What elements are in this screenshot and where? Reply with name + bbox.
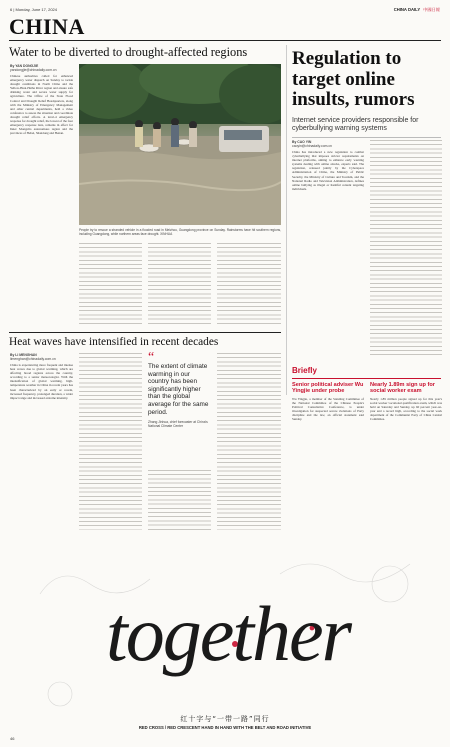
briefly-item-1-title: Senior political adviser Wu Yingjie under probe xyxy=(292,382,364,395)
flood-photo xyxy=(79,64,281,225)
regulation-body-col2 xyxy=(370,140,442,357)
regulation-byline-email: caoyin@chinadaily.com.cn xyxy=(292,144,332,149)
pull-quote-block xyxy=(148,350,211,429)
pull-quote-text: The extent of climate warming in our country has been significantly higher than the global average for the same period. xyxy=(148,363,209,416)
header-rule xyxy=(9,40,441,41)
briefly-rule xyxy=(292,378,441,379)
drought-body-col4 xyxy=(217,243,281,327)
pull-quote-attribution: Zhang Jinhua, chief forecaster at China's National Climate Center xyxy=(148,420,208,429)
heat-byline-name: By LI MENGHAN xyxy=(10,353,37,357)
drought-byline-email: yandongjie@chinadaily.com.cn xyxy=(10,68,57,73)
photo-caption: People try to rescue a stranded vehicle in a flooded road in Meizhou, Guangdong province on Sunday. Rainstorms have hit southern regions, including Guangdong, while northern areas face drought. XINHUA xyxy=(79,228,281,236)
right-column-divider xyxy=(286,45,287,395)
briefly-item-2-body: Nearly 1.89 million people signed up for this year's social worker vocational qualification exam, which was held on Saturday and Sunday, up 60 percent year-on-year and a record high, according to the social work department of the Communist Party of China Central Committee. xyxy=(370,396,442,422)
heat-body-col3 xyxy=(148,470,211,530)
regulation-byline xyxy=(292,140,366,148)
regulation-headline: Regulation to target online insults, rumors xyxy=(292,48,415,110)
quote-mark-icon: “ xyxy=(148,350,155,365)
heat-headline: Heat waves have intensified in recent decades xyxy=(9,336,219,348)
flood-scene-illustration xyxy=(79,64,281,225)
briefly-item-2 xyxy=(370,382,442,523)
briefly-title: Briefly xyxy=(292,366,317,375)
together-ad xyxy=(0,534,450,747)
briefly-item-2-title: Nearly 1.89m sign up for social worker exam xyxy=(370,382,435,395)
regulation-rule xyxy=(292,137,441,138)
heat-byline xyxy=(10,353,74,361)
drought-headline: Water to be diverted to drought-affected regions xyxy=(9,45,248,59)
drought-byline-name: By YAN DONGJIE xyxy=(10,64,39,68)
heat-rule xyxy=(9,332,281,333)
page-number: 46 xyxy=(10,736,15,741)
regulation-body-col1: China has introduced a new regulation to combat cyberbullying that imposes stricter requirements on internet platforms, aiming to enhance early warning systems dealing with online attacks, experts said. The regulation, released jointly by the Cyberspace Administration of China, the Ministry of Public Security, the Ministry of Culture and Tourism, and the National Radio and Television Administration, defines online bullying as illegal or harmful content targeting individuals. xyxy=(292,150,364,191)
briefly-item-1 xyxy=(292,382,364,523)
heat-byline-email: limenghan@chinadaily.com.cn xyxy=(10,357,56,362)
together-wordmark: together xyxy=(106,590,350,677)
together-tagline-cn: 红十字与“一带一路”同行 xyxy=(180,715,270,723)
drought-body-col2 xyxy=(79,243,142,327)
regulation-subhead: Internet service providers responsible for cyberbullying warning systems xyxy=(292,117,419,133)
regulation-byline-name: By CAO YIN xyxy=(292,140,312,144)
heat-body-col2 xyxy=(79,353,142,530)
drought-body-col1: Chinese authorities called for enhanced emergency water dispatch on Sunday to tackle drought conditions in North China and the Yellow-Huai-Haihe River region and ensure safe drinking water and secure water supply for agriculture. The Office of the State Flood Control and Drought Relief Headquarters, along with the Ministry of Emergency Management and other central departments, held a video conference to assess the situation and coordinate drought relief efforts. A level-4 emergency response for drought relief, the lowest of the four emergency response tiers, remains in effect for Inner Mongolia autonomous region and the provinces of Hebei, Shandong and Henan. xyxy=(10,74,73,136)
drought-body-col3 xyxy=(148,243,211,327)
drought-byline xyxy=(10,64,74,72)
briefly-item-1-body: Wu Yingjie, a member of the Standing Committee of the National Committee of the Chinese People's Political Consultative Conference, is under investigation for suspected severe violations of Party discipline and the law, an official statement said Sunday. xyxy=(292,396,364,422)
date-line: 6 | Monday, June 17, 2024 xyxy=(10,7,57,12)
publication-name xyxy=(394,7,440,13)
publication-name-en: CHINA DAILY xyxy=(393,7,421,12)
together-tagline-en: RED CROSS / RED CRESCENT HAND IN HAND WITH THE BELT AND ROAD INITIATIVE xyxy=(138,725,312,730)
section-title: CHINA xyxy=(9,14,85,39)
heat-body-col1: China is experiencing more frequent and intense heat waves due to global warming, which are affecting broad regions across the country, according to a senior meteorologist. With the intensification of global warming, high-temperature weather in China in recent years has been characterized by an early or recent, increased frequency, prolonged duration, a wider impact range and increased extreme intensity. xyxy=(10,363,73,400)
publication-name-cn: 中國日報 xyxy=(423,7,440,12)
heat-body-col4 xyxy=(217,353,281,530)
